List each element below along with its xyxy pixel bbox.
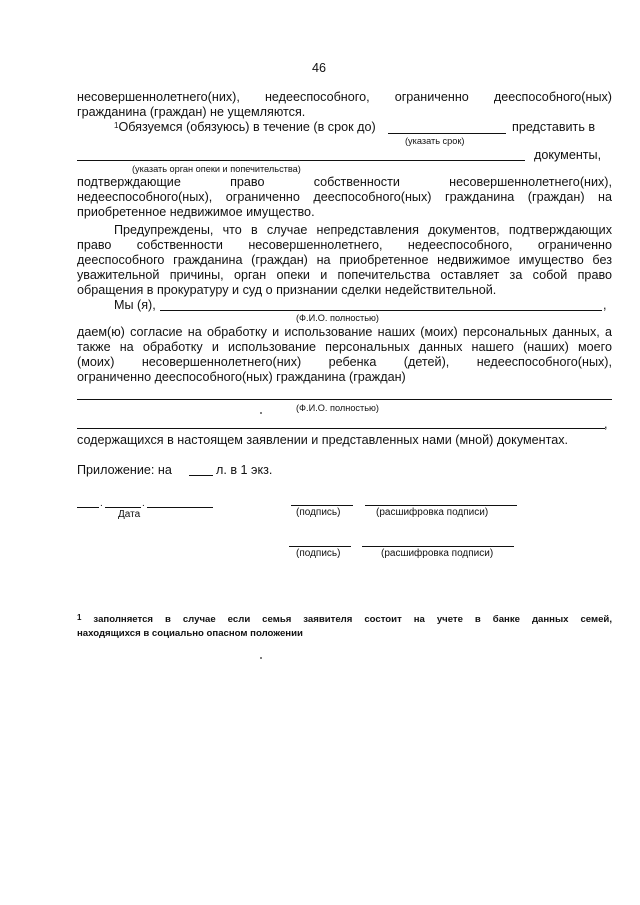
signature-hint-1: (подпись) [296, 507, 341, 518]
decode-hint-2: (расшифровка подписи) [381, 548, 494, 559]
signature-hint-2: (подпись) [296, 548, 341, 559]
confirm-line-3: приобретенное недвижимое имущество. [77, 205, 315, 219]
scan-speck [260, 412, 262, 414]
consent-line-2: также на обработку и использование персональных данных нашего (наших) моего [77, 340, 612, 354]
footnote-text-1: заполняется в случае если семья заявителя состоит на учете в банке данных семей, [93, 614, 612, 625]
fio-hint-2: (Ф.И.О. полностью) [296, 403, 379, 413]
term-hint: (указать срок) [405, 136, 465, 146]
warned-line-3: дееспособного гражданина (граждан) на приобретенное недвижимое имущество без [77, 253, 612, 267]
date-sep-2: . [142, 498, 145, 509]
warned-line-5: обращения в прокуратуру и суд о признании сделки недействительной. [77, 283, 497, 297]
signature-field-1[interactable] [291, 505, 353, 506]
intro-line-1: несовершеннолетнего(них), недееспособного, ограниченно дееспособного(ных) [77, 90, 612, 104]
confirm-line-1: подтверждающие право собственности несовершеннолетнего(них), [77, 175, 612, 189]
warned-line-4: уважительной причины, орган опеки и попечительства оставляет за собой право [77, 268, 612, 282]
appendix-suffix: л. в 1 экз. [216, 463, 273, 477]
scan-speck-2 [260, 657, 262, 659]
obligation-after: представить в [512, 120, 596, 134]
consent-line-3: (моих) несовершеннолетнего(них) ребенка (детей), недееспособного(ных), [77, 355, 612, 369]
decode-field-1[interactable] [365, 505, 517, 506]
authority-hint: (указать орган опеки и попечительства) [132, 164, 301, 174]
decode-field-2[interactable] [362, 546, 514, 547]
consent-line-1: даем(ю) согласие на обработку и использование наших (моих) персональных данных, а [77, 325, 612, 339]
date-day-field[interactable] [77, 507, 99, 508]
appendix-pages-field[interactable] [189, 475, 213, 476]
consent-line-4: ограниченно дееспособного(ных) гражданина (граждан) [77, 370, 406, 384]
fio-field-line-2[interactable] [77, 399, 612, 400]
warned-line-1: Предупреждены, что в случае непредставления документов, подтверждающих [114, 223, 612, 237]
date-month-field[interactable] [105, 507, 141, 508]
date-label: Дата [118, 509, 141, 520]
appendix-prefix: Приложение: на [77, 463, 172, 477]
fio-field-line[interactable] [160, 310, 602, 311]
we-label: Мы (я), [114, 298, 156, 312]
date-year-field[interactable] [147, 507, 213, 508]
confirm-line-2: недееспособного(ных), ограниченно дееспособного(ных) гражданина (граждан) на [77, 190, 612, 204]
we-comma: , [603, 298, 607, 312]
warned-line-2: право собственности несовершеннолетнего, недееспособного, ограниченно [77, 238, 612, 252]
footnote-line-2: находящихся в социально опасном положении [77, 628, 303, 639]
fio-hint: (Ф.И.О. полностью) [296, 313, 379, 323]
date-sep-1: . [100, 498, 103, 509]
fio-field-line-3[interactable] [77, 428, 605, 429]
page-number: 46 [312, 61, 327, 75]
signature-field-2[interactable] [289, 546, 351, 547]
footnote-line-1 [77, 613, 612, 627]
consent-comma: , [604, 417, 608, 431]
term-field-line[interactable] [388, 133, 506, 134]
footnote-sup: 1 [77, 613, 82, 622]
obligation-text [114, 120, 376, 135]
decode-hint-1: (расшифровка подписи) [376, 507, 489, 518]
intro-line-2: гражданина (граждан) не ущемляются. [77, 105, 306, 119]
footnote-marker: 1 [114, 121, 119, 130]
obligation-before: Обязуемся (обязуюсь) в течение (в срок до) [118, 120, 376, 134]
consent-line-5: содержащихся в настоящем заявлении и представленных нами (мной) документах. [77, 433, 569, 447]
documents-word: документы, [534, 148, 602, 162]
authority-field-line[interactable] [77, 160, 525, 161]
